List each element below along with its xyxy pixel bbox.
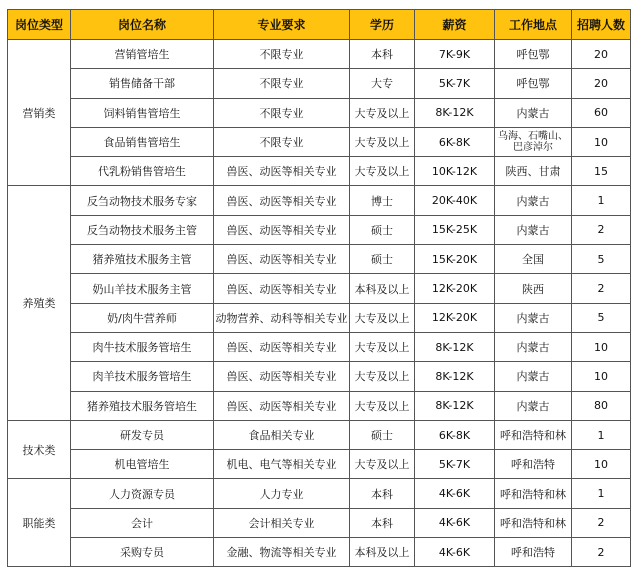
major-cell: 不限专业 <box>214 40 350 69</box>
salary-cell: 6K-8K <box>415 420 495 449</box>
position-cell: 会计 <box>71 508 214 537</box>
category-cell: 养殖类 <box>8 186 71 420</box>
major-cell: 兽医、动医等相关专业 <box>214 215 350 244</box>
table-row <box>8 157 631 186</box>
table-row <box>8 508 631 537</box>
table-row <box>8 479 631 508</box>
header-education: 学历 <box>350 10 415 40</box>
salary-cell: 5K-7K <box>415 69 495 98</box>
education-cell: 硕士 <box>350 420 415 449</box>
major-cell: 兽医、动医等相关专业 <box>214 332 350 361</box>
education-cell: 硕士 <box>350 245 415 274</box>
major-cell: 金融、物流等相关专业 <box>214 538 350 567</box>
education-cell: 本科及以上 <box>350 274 415 303</box>
education-cell: 博士 <box>350 186 415 215</box>
major-cell: 食品相关专业 <box>214 420 350 449</box>
salary-cell: 12K-20K <box>415 274 495 303</box>
count-cell: 2 <box>572 274 631 303</box>
position-cell: 销售储备干部 <box>71 69 214 98</box>
count-cell: 10 <box>572 332 631 361</box>
count-cell: 10 <box>572 127 631 156</box>
table-row <box>8 186 631 215</box>
count-cell: 1 <box>572 479 631 508</box>
count-cell: 10 <box>572 362 631 391</box>
major-cell: 兽医、动医等相关专业 <box>214 274 350 303</box>
count-cell: 2 <box>572 538 631 567</box>
education-cell: 大专及以上 <box>350 332 415 361</box>
salary-cell: 6K-8K <box>415 127 495 156</box>
salary-cell: 12K-20K <box>415 303 495 332</box>
location-cell: 呼包鄂 <box>495 69 572 98</box>
position-cell: 奶山羊技术服务主管 <box>71 274 214 303</box>
location-cell: 内蒙古 <box>495 186 572 215</box>
header-count: 招聘人数 <box>572 10 631 40</box>
position-cell: 采购专员 <box>71 538 214 567</box>
salary-cell: 8K-12K <box>415 332 495 361</box>
major-cell: 会计相关专业 <box>214 508 350 537</box>
location-cell: 呼和浩特和林 <box>495 479 572 508</box>
count-cell: 20 <box>572 69 631 98</box>
location-cell: 呼和浩特 <box>495 450 572 479</box>
salary-cell: 15K-20K <box>415 245 495 274</box>
count-cell: 2 <box>572 215 631 244</box>
salary-cell: 5K-7K <box>415 450 495 479</box>
count-cell: 1 <box>572 420 631 449</box>
location-cell: 内蒙古 <box>495 332 572 361</box>
count-cell: 1 <box>572 186 631 215</box>
table-row <box>8 362 631 391</box>
table-row <box>8 420 631 449</box>
major-cell: 兽医、动医等相关专业 <box>214 245 350 274</box>
salary-cell: 4K-6K <box>415 508 495 537</box>
major-cell: 兽医、动医等相关专业 <box>214 186 350 215</box>
count-cell: 5 <box>572 303 631 332</box>
major-cell: 不限专业 <box>214 98 350 127</box>
major-cell: 兽医、动医等相关专业 <box>214 391 350 420</box>
education-cell: 大专及以上 <box>350 450 415 479</box>
salary-cell: 4K-6K <box>415 538 495 567</box>
recruitment-table <box>7 9 631 567</box>
category-cell: 职能类 <box>8 479 71 567</box>
education-cell: 本科 <box>350 40 415 69</box>
location-cell: 内蒙古 <box>495 98 572 127</box>
education-cell: 硕士 <box>350 215 415 244</box>
count-cell: 20 <box>572 40 631 69</box>
position-cell: 食品销售管培生 <box>71 127 214 156</box>
education-cell: 本科 <box>350 508 415 537</box>
education-cell: 大专及以上 <box>350 303 415 332</box>
location-cell: 内蒙古 <box>495 215 572 244</box>
count-cell: 10 <box>572 450 631 479</box>
location-cell: 内蒙古 <box>495 391 572 420</box>
major-cell: 机电、电气等相关专业 <box>214 450 350 479</box>
education-cell: 本科 <box>350 479 415 508</box>
table-row <box>8 98 631 127</box>
major-cell: 动物营养、动科等相关专业 <box>214 303 350 332</box>
count-cell: 60 <box>572 98 631 127</box>
education-cell: 本科及以上 <box>350 538 415 567</box>
education-cell: 大专及以上 <box>350 391 415 420</box>
education-cell: 大专及以上 <box>350 127 415 156</box>
major-cell: 不限专业 <box>214 69 350 98</box>
salary-cell: 15K-25K <box>415 215 495 244</box>
location-cell: 呼和浩特和林 <box>495 508 572 537</box>
position-cell: 反刍动物技术服务专家 <box>71 186 214 215</box>
position-cell: 猪养殖技术服务管培生 <box>71 391 214 420</box>
header-salary: 薪资 <box>415 10 495 40</box>
position-cell: 肉牛技术服务管培生 <box>71 332 214 361</box>
location-cell: 陕西 <box>495 274 572 303</box>
header-position: 岗位名称 <box>71 10 214 40</box>
count-cell: 2 <box>572 508 631 537</box>
header-major: 专业要求 <box>214 10 350 40</box>
salary-cell: 7K-9K <box>415 40 495 69</box>
table-row <box>8 538 631 567</box>
location-cell: 内蒙古 <box>495 303 572 332</box>
position-cell: 营销管培生 <box>71 40 214 69</box>
table-row <box>8 69 631 98</box>
salary-cell: 8K-12K <box>415 362 495 391</box>
table-row <box>8 245 631 274</box>
education-cell: 大专及以上 <box>350 157 415 186</box>
location-cell: 乌海、石嘴山、巴彦淖尔 <box>495 127 572 156</box>
header-location: 工作地点 <box>495 10 572 40</box>
position-cell: 反刍动物技术服务主管 <box>71 215 214 244</box>
salary-cell: 4K-6K <box>415 479 495 508</box>
salary-cell: 20K-40K <box>415 186 495 215</box>
major-cell: 人力专业 <box>214 479 350 508</box>
table-row <box>8 450 631 479</box>
major-cell: 兽医、动医等相关专业 <box>214 362 350 391</box>
position-cell: 研发专员 <box>71 420 214 449</box>
position-cell: 猪养殖技术服务主管 <box>71 245 214 274</box>
table-body <box>8 40 631 567</box>
salary-cell: 10K-12K <box>415 157 495 186</box>
count-cell: 15 <box>572 157 631 186</box>
table-row <box>8 274 631 303</box>
location-cell: 呼和浩特和林 <box>495 420 572 449</box>
count-cell: 5 <box>572 245 631 274</box>
location-cell: 呼和浩特 <box>495 538 572 567</box>
location-cell: 内蒙古 <box>495 362 572 391</box>
position-cell: 奶/肉牛营养师 <box>71 303 214 332</box>
table-row <box>8 215 631 244</box>
table-row <box>8 127 631 156</box>
position-cell: 肉羊技术服务管培生 <box>71 362 214 391</box>
education-cell: 大专及以上 <box>350 362 415 391</box>
table-row <box>8 40 631 69</box>
major-cell: 不限专业 <box>214 127 350 156</box>
position-cell: 机电管培生 <box>71 450 214 479</box>
position-cell: 饲料销售管培生 <box>71 98 214 127</box>
location-cell: 呼包鄂 <box>495 40 572 69</box>
position-cell: 人力资源专员 <box>71 479 214 508</box>
location-cell: 全国 <box>495 245 572 274</box>
header-row <box>8 10 631 40</box>
table-row <box>8 332 631 361</box>
major-cell: 兽医、动医等相关专业 <box>214 157 350 186</box>
location-cell: 陕西、甘肃 <box>495 157 572 186</box>
category-cell: 营销类 <box>8 40 71 186</box>
category-cell: 技术类 <box>8 420 71 479</box>
education-cell: 大专及以上 <box>350 98 415 127</box>
count-cell: 80 <box>572 391 631 420</box>
table-row <box>8 391 631 420</box>
header-category: 岗位类型 <box>8 10 71 40</box>
table-row <box>8 303 631 332</box>
education-cell: 大专 <box>350 69 415 98</box>
position-cell: 代乳粉销售管培生 <box>71 157 214 186</box>
salary-cell: 8K-12K <box>415 98 495 127</box>
salary-cell: 8K-12K <box>415 391 495 420</box>
